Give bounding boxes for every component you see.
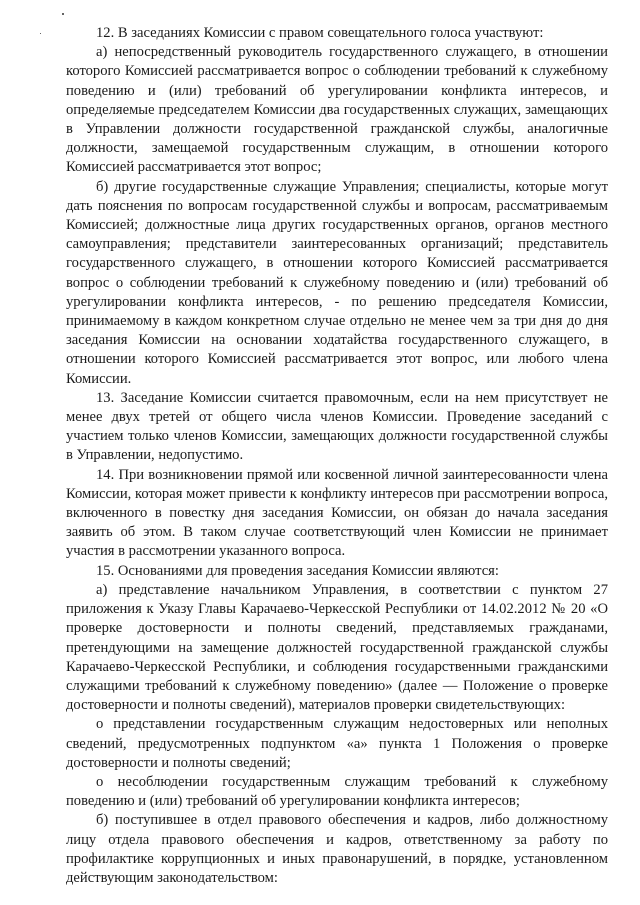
paragraph-13: 13. Заседание Комиссии считается правомочным, если на нем присутствует не менее двух третей от общего числа членов Комиссии. Проведение заседаний с участием только членов Комиссии, замещающих должности государственной службы в Управлении, недопустимо. bbox=[66, 389, 608, 464]
paragraph-14: 14. При возникновении прямой или косвенной личной заинтересованности члена Комиссии, которая может привести к конфликту интересов при рассмотрении вопроса, включенного в повестку дня заседания Комиссии, он обязан до начала заседания заявить об этом. В таком случае соответствующий член Комиссии не принимает участия в рассмотрении указанного вопроса. bbox=[66, 466, 608, 560]
paragraph-15-b: б) поступившее в отдел правового обеспечения и кадров, либо должностному лицу отдела правового обеспечения и кадров, ответственному за работу по профилактике коррупционных и иных правонарушений, в порядке, установленном действующим законодательством: bbox=[66, 812, 608, 886]
scan-speck bbox=[62, 13, 64, 15]
paragraph-12-a: а) непосредственный руководитель государственного служащего, в отношении которого Комиссией рассматривается вопрос о соблюдении требований к служебному поведению и (или) требований об урегулировании конфликта интересов, и определяемые председателем Комиссии два государственных служащих, замещающих в Управлении должности государственной гражданской службы, аналогичные должности, замещаемой государственным служащим, в отношении которого Комиссией рассматривается этот вопрос; bbox=[66, 44, 608, 176]
document-page bbox=[66, 24, 608, 888]
paragraph-15-a: а) представление начальником Управления, в соответствии с пунктом 27 приложения к Указу Главы Карачаево-Черкесской Республики от 14.02.2012 № 20 «О проверке достоверности и полноты сведений, представляемых гражданами, претендующими на замещение должностей государственной гражданской службы Карачаево-Черкесской Республики, и соблюдения государственными гражданскими служащими требований к служебному поведению» (далее — Положение о проверке достоверности и полноты сведений), материалов проверки свидетельствующих: bbox=[66, 581, 608, 714]
paragraph-15-a-item-2: о несоблюдении государственным служащим требований к служебному поведению и (или) требований об урегулировании конфликта интересов; bbox=[66, 773, 608, 810]
scan-speck bbox=[40, 33, 41, 34]
paragraph-12-b: б) другие государственные служащие Управления; специалисты, которые могут дать пояснения по вопросам государственной службы и вопросам, рассматриваемым Комиссией; должностные лица других государственных органов, органов местного самоуправления; представители заинтересованных организаций; представитель государственного служащего, в отношении которого Комиссией рассматривается вопрос о соблюдении требований к служебному поведению и (или) требований об урегулировании конфликта интересов, - по решению председателя Комиссии, принимаемому в каждом конкретном случае отдельно не менее чем за три дня до дня заседания Комиссии на основании ходатайства государственного служащего, в отношении которого Комиссией рассматривается этот вопрос, или любого члена Комиссии. bbox=[66, 178, 608, 387]
paragraph-12-intro: 12. В заседаниях Комиссии с правом совещательного голоса участвуют: bbox=[96, 25, 544, 41]
paragraph-15-a-item-1: о представлении государственным служащим недостоверных или неполных сведений, предусмотренных подпунктом «а» пункта 1 Положения о проверке достоверности и полноты сведений; bbox=[66, 716, 608, 771]
paragraph-15-intro: 15. Основаниями для проведения заседания Комиссии являются: bbox=[96, 562, 499, 579]
